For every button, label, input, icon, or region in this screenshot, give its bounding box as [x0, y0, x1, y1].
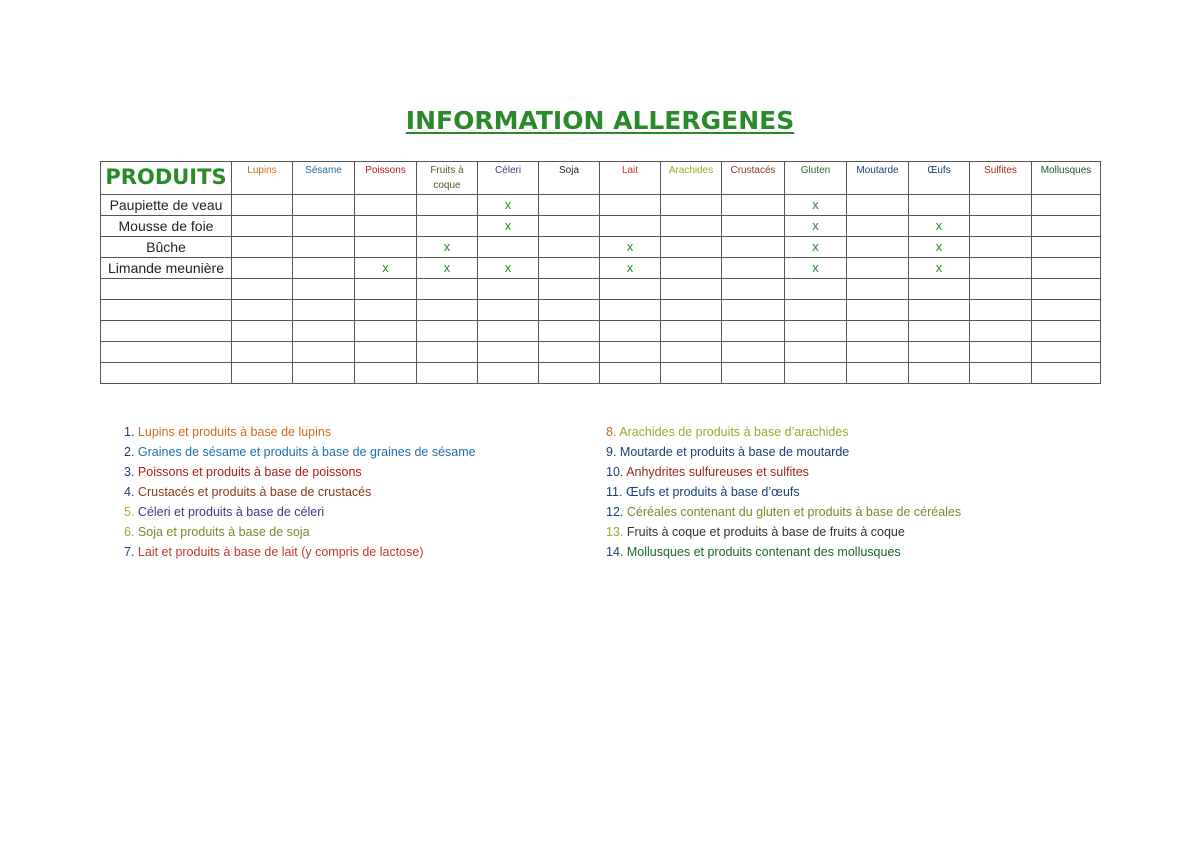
- allergen-mark: [293, 321, 355, 342]
- allergen-mark: [232, 237, 293, 258]
- legend-item: [606, 422, 961, 442]
- allergen-mark: [847, 195, 909, 216]
- table-row: [101, 300, 1101, 321]
- allergen-mark: [478, 279, 539, 300]
- allergen-mark: [600, 321, 661, 342]
- legend-number: 7.: [124, 545, 135, 559]
- legend-text: Céréales contenant du gluten et produits à base de céréales: [626, 505, 962, 519]
- legend-item: [124, 502, 476, 522]
- page-title-text: INFORMATION ALLERGENES: [405, 106, 795, 135]
- allergen-mark: [661, 216, 722, 237]
- allergen-mark: [478, 237, 539, 258]
- allergen-mark: x: [600, 258, 661, 279]
- legend-number: 8.: [606, 425, 617, 439]
- table-row: [101, 342, 1101, 363]
- legend-item: [124, 522, 476, 542]
- legend-number: 9.: [606, 445, 617, 459]
- legend-text: Mollusques et produits contenant des mollusques: [626, 545, 901, 559]
- allergen-mark: [539, 258, 600, 279]
- allergen-mark: [970, 321, 1032, 342]
- column-header-1: Lupins: [232, 162, 293, 195]
- column-header-11: Moutarde: [847, 162, 909, 195]
- legend-list-left: [124, 422, 476, 562]
- legend-number: 4.: [124, 485, 135, 499]
- allergen-mark: x: [785, 216, 847, 237]
- allergen-mark: x: [909, 258, 970, 279]
- product-name: [101, 342, 232, 363]
- allergen-mark: [847, 321, 909, 342]
- column-header-8: Arachides: [661, 162, 722, 195]
- allergen-mark: [355, 300, 417, 321]
- legend-text: Graines de sésame et produits à base de graines de sésame: [137, 445, 476, 459]
- allergen-mark: [847, 342, 909, 363]
- allergen-mark: [970, 216, 1032, 237]
- allergen-mark: [539, 237, 600, 258]
- allergen-mark: x: [785, 258, 847, 279]
- table-row: [101, 363, 1101, 384]
- allergen-mark: [722, 363, 785, 384]
- allergen-mark: [847, 237, 909, 258]
- allergen-mark: [661, 321, 722, 342]
- legend-number: 10.: [606, 465, 624, 479]
- allergen-mark: [293, 258, 355, 279]
- legend-text: Céleri et produits à base de céleri: [137, 505, 325, 519]
- allergen-mark: [293, 342, 355, 363]
- legend-item: [606, 462, 961, 482]
- product-name: [101, 279, 232, 300]
- allergen-mark: [293, 279, 355, 300]
- column-header-9: Crustacés: [722, 162, 785, 195]
- column-header-6: Soja: [539, 162, 600, 195]
- product-name: [101, 321, 232, 342]
- legend-number: 6.: [124, 525, 135, 539]
- table-row: [101, 321, 1101, 342]
- allergen-mark: [909, 342, 970, 363]
- allergen-mark: [478, 342, 539, 363]
- allergen-mark: [970, 363, 1032, 384]
- allergen-mark: [417, 216, 478, 237]
- column-header-4: Fruits à coque: [417, 162, 478, 195]
- legend-text: Anhydrites sulfureuses et sulfites: [626, 465, 809, 479]
- allergen-mark: [355, 216, 417, 237]
- allergen-mark: x: [478, 258, 539, 279]
- allergen-mark: [600, 195, 661, 216]
- allergen-mark: [970, 342, 1032, 363]
- allergen-mark: [355, 363, 417, 384]
- allergen-mark: [1032, 216, 1101, 237]
- allergen-mark: [1032, 279, 1101, 300]
- product-name: Bûche: [101, 237, 232, 258]
- header-row: [101, 162, 1101, 195]
- allergen-mark: [478, 300, 539, 321]
- legend-text: Crustacés et produits à base de crustacés: [137, 485, 372, 499]
- allergen-mark: [722, 216, 785, 237]
- legend-item: [124, 542, 476, 562]
- allergen-mark: [293, 300, 355, 321]
- allergen-mark: [722, 237, 785, 258]
- legend-text: Poissons et produits à base de poissons: [137, 465, 362, 479]
- allergen-mark: [539, 279, 600, 300]
- allergen-mark: [355, 342, 417, 363]
- allergen-mark: [417, 300, 478, 321]
- legend-text: Lupins et produits à base de lupins: [137, 425, 332, 439]
- column-header-2: Sésame: [293, 162, 355, 195]
- allergen-mark: [661, 363, 722, 384]
- allergen-mark: [293, 216, 355, 237]
- allergen-mark: [970, 279, 1032, 300]
- legend-text: Lait et produits à base de lait (y compris de lactose): [137, 545, 424, 559]
- legend-item: [124, 422, 476, 442]
- allergen-mark: [909, 321, 970, 342]
- legend-number: 1.: [124, 425, 135, 439]
- column-header-13: Sulfites: [970, 162, 1032, 195]
- allergen-mark: [539, 363, 600, 384]
- allergen-mark: [600, 279, 661, 300]
- table-row: [101, 237, 1101, 258]
- allergen-mark: [1032, 363, 1101, 384]
- legend-number: 11.: [606, 485, 623, 499]
- legend-item: [124, 462, 476, 482]
- legend-number: 5.: [124, 505, 135, 519]
- products-header: PRODUITS: [101, 162, 232, 195]
- allergen-mark: [232, 216, 293, 237]
- allergen-mark: [478, 363, 539, 384]
- allergen-mark: x: [417, 237, 478, 258]
- allergen-mark: [847, 300, 909, 321]
- allergen-mark: [785, 321, 847, 342]
- allergen-mark: [232, 195, 293, 216]
- allergen-mark: [847, 258, 909, 279]
- allergen-mark: [600, 342, 661, 363]
- allergen-mark: [539, 216, 600, 237]
- legend-number: 3.: [124, 465, 135, 479]
- legend-item: [606, 522, 961, 542]
- column-header-14: Mollusques: [1032, 162, 1101, 195]
- legend-number: 13.: [606, 525, 624, 539]
- allergen-mark: [909, 300, 970, 321]
- column-header-7: Lait: [600, 162, 661, 195]
- legend-number: 14.: [606, 545, 624, 559]
- allergen-mark: [355, 279, 417, 300]
- legend-text: Soja et produits à base de soja: [137, 525, 310, 539]
- allergen-mark: [1032, 195, 1101, 216]
- allergen-mark: [722, 195, 785, 216]
- allergen-mark: [417, 279, 478, 300]
- legend-list-right: [606, 422, 961, 562]
- legend-text: Arachides de produits à base d’arachides: [619, 425, 849, 439]
- allergen-mark: [232, 363, 293, 384]
- allergen-mark: x: [478, 216, 539, 237]
- allergen-mark: x: [909, 216, 970, 237]
- allergen-mark: [539, 300, 600, 321]
- legend-text: Œufs et produits à base d’œufs: [625, 485, 800, 499]
- allergen-mark: [970, 195, 1032, 216]
- allergen-mark: [478, 321, 539, 342]
- column-header-5: Céleri: [478, 162, 539, 195]
- allergen-mark: x: [355, 258, 417, 279]
- allergen-mark: [417, 321, 478, 342]
- allergen-mark: [785, 300, 847, 321]
- allergen-mark: [293, 195, 355, 216]
- legend-item: [124, 482, 476, 502]
- table-body: [101, 195, 1101, 384]
- allergen-mark: [1032, 300, 1101, 321]
- allergen-mark: [661, 195, 722, 216]
- allergen-mark: [539, 195, 600, 216]
- allergen-mark: x: [909, 237, 970, 258]
- legend-item: [606, 502, 961, 522]
- legend-item: [606, 442, 961, 462]
- allergen-mark: x: [785, 195, 847, 216]
- allergen-mark: [232, 300, 293, 321]
- allergen-mark: [1032, 258, 1101, 279]
- allergen-mark: [539, 342, 600, 363]
- allergen-mark: [1032, 342, 1101, 363]
- allergen-mark: [600, 216, 661, 237]
- legend-text: Fruits à coque et produits à base de fruits à coque: [626, 525, 905, 539]
- column-header-10: Gluten: [785, 162, 847, 195]
- allergen-mark: [847, 216, 909, 237]
- allergen-mark: [1032, 321, 1101, 342]
- allergen-mark: [293, 363, 355, 384]
- column-header-3: Poissons: [355, 162, 417, 195]
- allergen-mark: [785, 342, 847, 363]
- allergen-mark: [661, 237, 722, 258]
- column-header-12: Œufs: [909, 162, 970, 195]
- legend-item: [606, 482, 961, 502]
- legend-item: [124, 442, 476, 462]
- allergen-mark: [232, 279, 293, 300]
- allergen-mark: [722, 300, 785, 321]
- allergen-mark: [909, 363, 970, 384]
- legend-item: [606, 542, 961, 562]
- allergen-mark: [970, 258, 1032, 279]
- allergen-mark: [785, 279, 847, 300]
- allergen-mark: [539, 321, 600, 342]
- allergen-mark: [722, 258, 785, 279]
- allergen-mark: [661, 300, 722, 321]
- table-row: [101, 195, 1101, 216]
- allergen-mark: [847, 363, 909, 384]
- allergen-mark: [722, 321, 785, 342]
- allergen-mark: [232, 258, 293, 279]
- allergen-mark: [417, 342, 478, 363]
- allergen-mark: [417, 363, 478, 384]
- product-name: Mousse de foie: [101, 216, 232, 237]
- legend-number: 12.: [606, 505, 624, 519]
- legend-text: Moutarde et produits à base de moutarde: [619, 445, 850, 459]
- allergen-mark: [232, 342, 293, 363]
- product-name: Limande meunière: [101, 258, 232, 279]
- allergen-mark: [661, 342, 722, 363]
- product-name: Paupiette de veau: [101, 195, 232, 216]
- allergen-mark: x: [600, 237, 661, 258]
- product-name: [101, 300, 232, 321]
- allergen-mark: [847, 279, 909, 300]
- allergen-mark: [970, 300, 1032, 321]
- allergen-mark: x: [417, 258, 478, 279]
- allergen-mark: [232, 321, 293, 342]
- allergen-mark: [909, 195, 970, 216]
- allergen-mark: [600, 363, 661, 384]
- page-title: [0, 106, 1200, 135]
- product-name: [101, 363, 232, 384]
- table-row: [101, 258, 1101, 279]
- allergen-mark: [417, 195, 478, 216]
- allergen-mark: [722, 342, 785, 363]
- allergen-mark: [355, 237, 417, 258]
- table-row: [101, 216, 1101, 237]
- allergen-mark: [1032, 237, 1101, 258]
- allergen-mark: x: [478, 195, 539, 216]
- allergen-mark: [970, 237, 1032, 258]
- allergen-mark: [355, 321, 417, 342]
- allergen-mark: x: [785, 237, 847, 258]
- allergen-mark: [909, 279, 970, 300]
- allergen-mark: [661, 279, 722, 300]
- allergen-table: [100, 161, 1101, 384]
- allergen-mark: [293, 237, 355, 258]
- allergen-mark: [722, 279, 785, 300]
- allergen-mark: [600, 300, 661, 321]
- allergen-mark: [785, 363, 847, 384]
- allergen-mark: [355, 195, 417, 216]
- legend-number: 2.: [124, 445, 135, 459]
- allergen-mark: [661, 258, 722, 279]
- table-row: [101, 279, 1101, 300]
